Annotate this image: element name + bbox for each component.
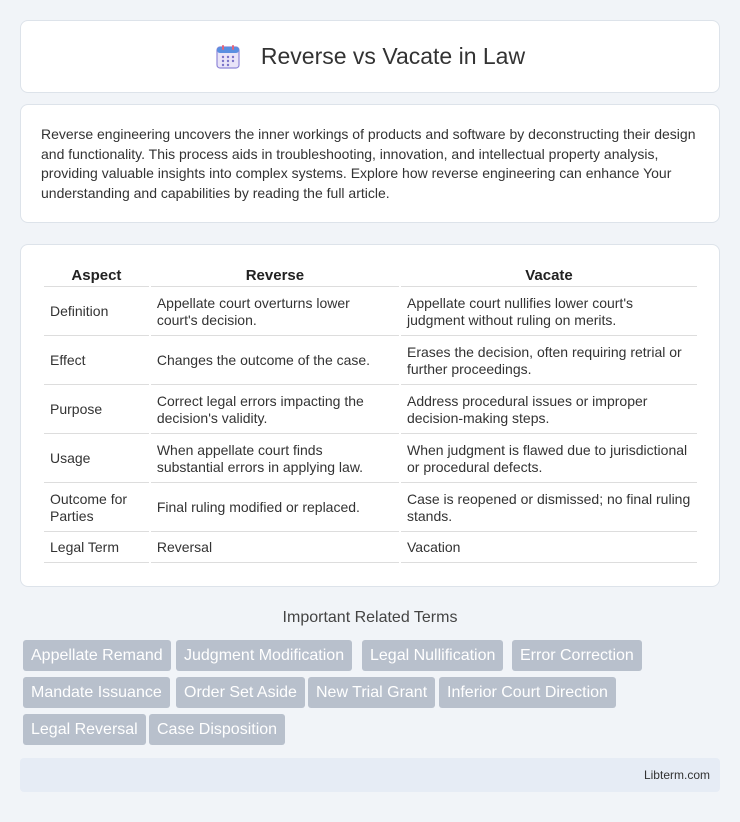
- cell-vacate: Vacation: [401, 534, 697, 563]
- cell-aspect: Outcome for Parties: [44, 485, 149, 532]
- cell-vacate: Address procedural issues or improper decision-making steps.: [401, 387, 697, 434]
- cell-aspect: Legal Term: [44, 534, 149, 563]
- header-reverse: Reverse: [151, 267, 399, 287]
- tag-order-set-aside[interactable]: Order Set Aside: [176, 677, 305, 708]
- footer-site-link[interactable]: Libterm.com: [643, 768, 710, 782]
- cell-vacate: Erases the decision, often requiring retrial or further proceedings.: [401, 338, 697, 385]
- cell-reverse: Appellate court overturns lower court's decision.: [151, 289, 399, 336]
- header-vacate: Vacate: [401, 267, 697, 287]
- table-row: [44, 534, 697, 563]
- table-row: [44, 436, 697, 483]
- cell-aspect: Usage: [44, 436, 149, 483]
- tag-mandate-issuance[interactable]: Mandate Issuance: [23, 677, 170, 708]
- tag-inferior-court-direction[interactable]: Inferior Court Direction: [439, 677, 616, 708]
- tag-error-correction[interactable]: Error Correction: [512, 640, 642, 671]
- header-aspect: Aspect: [44, 267, 149, 287]
- comparison-table-card: [20, 244, 720, 587]
- cell-aspect: Effect: [44, 338, 149, 385]
- table-row: [44, 289, 697, 336]
- intro-text: Reverse engineering uncovers the inner workings of products and software by deconstructing their design and functionality. This process aids in troubleshooting, innovation, and intellectual property analysis, providing valuable insights into complex systems. Explore how reverse engineering can enhance Your understanding and capabilities by reading the full article.: [41, 126, 696, 201]
- cell-reverse: Reversal: [151, 534, 399, 563]
- cell-reverse: Correct legal errors impacting the decision's validity.: [151, 387, 399, 434]
- related-terms-title: Important Related Terms: [282, 609, 458, 626]
- cell-vacate: When judgment is flawed due to jurisdictional or procedural defects.: [401, 436, 697, 483]
- tag-appellate-remand[interactable]: Appellate Remand: [23, 640, 171, 671]
- tag-case-disposition[interactable]: Case Disposition: [149, 714, 285, 745]
- header-card: [20, 20, 720, 93]
- tag-legal-reversal[interactable]: Legal Reversal: [23, 714, 146, 745]
- comparison-table: [42, 265, 699, 565]
- calendar-icon: [215, 44, 241, 70]
- cell-vacate: Appellate court nullifies lower court's judgment without ruling on merits.: [401, 289, 697, 336]
- table-header-row: [44, 267, 697, 287]
- tag-new-trial-grant[interactable]: New Trial Grant: [308, 677, 435, 708]
- cell-reverse: Changes the outcome of the case.: [151, 338, 399, 385]
- table-row: [44, 338, 697, 385]
- cell-reverse: Final ruling modified or replaced.: [151, 485, 399, 532]
- cell-reverse: When appellate court finds substantial errors in applying law.: [151, 436, 399, 483]
- cell-vacate: Case is reopened or dismissed; no final ruling stands.: [401, 485, 697, 532]
- cell-aspect: Definition: [44, 289, 149, 336]
- page-title: Reverse vs Vacate in Law: [260, 43, 526, 69]
- cell-aspect: Purpose: [44, 387, 149, 434]
- intro-card: [20, 104, 720, 223]
- table-row: [44, 485, 697, 532]
- table-row: [44, 387, 697, 434]
- footer: [20, 758, 720, 792]
- tag-judgment-modification[interactable]: Judgment Modification: [176, 640, 352, 671]
- tag-legal-nullification[interactable]: Legal Nullification: [362, 640, 503, 671]
